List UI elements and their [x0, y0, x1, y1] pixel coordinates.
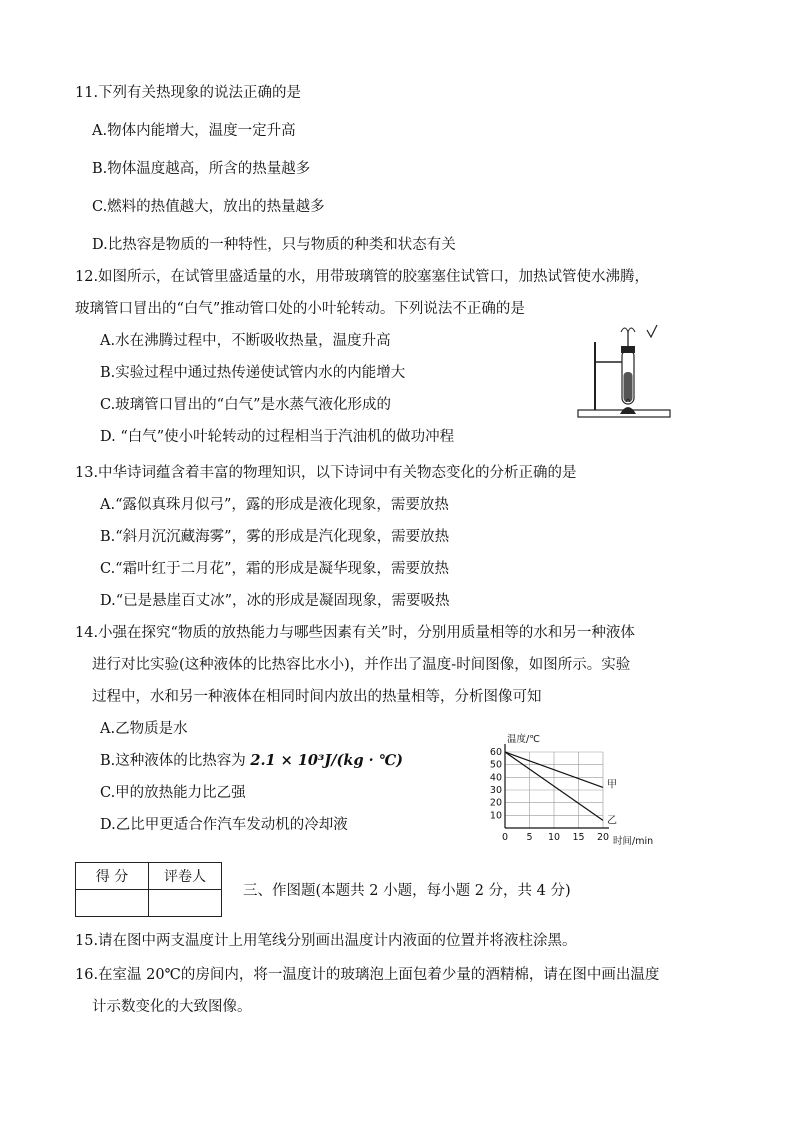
chart-y-tick-label: 10: [489, 810, 502, 822]
q12-stem-line1: 12.如图所示，在试管里盛适量的水，用带玻璃管的胶塞塞住试管口，加热试管使水沸腾，: [75, 269, 650, 285]
q13-option-a: A.“露似真珠月似弓”，露的形成是液化现象，需要放热: [100, 497, 449, 513]
chart-y-axis-label: 温度/℃: [507, 734, 540, 745]
section-3-title: 三、作图题(本题共 2 小题，每小题 2 分，共 4 分): [243, 883, 571, 899]
chart-x-tick-label: 0: [501, 832, 509, 843]
score-cell[interactable]: [76, 890, 149, 917]
q12-option-b: B.实验过程中通过热传递使试管内水的内能增大: [100, 365, 406, 381]
q11-stem: 11.下列有关热现象的说法正确的是: [75, 85, 302, 101]
chart-y-tick-label: 50: [489, 759, 502, 771]
chart-y-tick-label: 60: [489, 747, 502, 758]
chart-y-tick-label: 20: [489, 797, 502, 809]
q14-option-b: [100, 750, 403, 772]
q14-stem-line3: 过程中，水和另一种液体在相同时间内放出的热量相等，分析图像可知: [92, 689, 542, 705]
q14-option-b-formula: 2.1 × 10³J/(kg · ℃): [250, 752, 403, 769]
q11-option-d: D.比热容是物质的一种特性，只与物质的种类和状态有关: [92, 237, 456, 253]
chart-series-label-1: 甲: [607, 779, 617, 791]
q13-option-c: C.“霜叶红于二月花”，霜的形成是凝华现象，需要放热: [100, 561, 450, 577]
grader-header: 评卷人: [149, 863, 222, 890]
q13-option-d: D.“已是悬崖百丈冰”，冰的形成是凝固现象，需要吸热: [100, 593, 450, 609]
q14-option-a: A.乙物质是水: [100, 721, 188, 737]
q13-option-b: B.“斜月沉沉藏海雾”，雾的形成是汽化现象，需要放热: [100, 529, 450, 545]
q11-option-c: C.燃料的热值越大，放出的热量越多: [92, 199, 325, 215]
q12-option-a: A.水在沸腾过程中，不断吸收热量，温度升高: [100, 333, 391, 349]
score-header: 得 分: [76, 863, 149, 890]
score-box: [75, 862, 222, 917]
q12-option-d: D. “白气”使小叶轮转动的过程相当于汽油机的做功冲程: [100, 429, 455, 445]
chart-y-tick-label: 30: [489, 785, 502, 796]
q12-option-c: C.玻璃管口冒出的“白气”是水蒸气液化形成的: [100, 397, 392, 413]
q14-option-d: D.乙比甲更适合作汽车发动机的冷却液: [100, 817, 348, 833]
chart-x-tick-label: 10: [547, 832, 561, 843]
q13-stem: 13.中华诗词蕴含着丰富的物理知识，以下诗词中有关物态变化的分析正确的是: [75, 465, 577, 481]
chart-x-tick-label: 5: [526, 832, 533, 843]
q14-option-b-text: B.这种液体的比热容为: [100, 753, 251, 769]
chart-x-tick-label: 15: [572, 832, 585, 843]
q14-option-c: C.甲的放热能力比乙强: [100, 785, 246, 801]
q12-stem-line2: 玻璃管口冒出的“白气”推动管口处的小叶轮转动。下列说法不正确的是: [75, 301, 525, 317]
q14-stem-line2: 进行对比实验(这种液体的比热容比水小)，并作出了温度-时间图像，如图所示。实验: [92, 657, 631, 673]
chart-y-tick-label: 40: [489, 772, 502, 784]
chart-series-label-2: 乙: [607, 815, 617, 827]
test-tube-apparatus-figure: [575, 322, 690, 422]
q14-stem-line1: 14.小强在探究“物质的放热能力与哪些因素有关”时，分别用质量相等的水和另一种液体: [75, 625, 635, 641]
temperature-time-chart: [485, 728, 665, 850]
chart-x-axis-label: 时间/min: [613, 836, 654, 847]
grader-cell[interactable]: [149, 890, 222, 917]
q15-stem: 15.请在图中两支温度计上用笔线分别画出温度计内液面的位置并将液柱涂黑。: [75, 933, 577, 949]
chart-x-tick-label: 20: [596, 832, 610, 843]
q11-option-b: B.物体温度越高，所含的热量越多: [92, 161, 311, 177]
q16-stem-line1: 16.在室温 20℃的房间内，将一温度计的玻璃泡上面包着少量的酒精棉，请在图中画出温度: [75, 967, 660, 983]
q11-option-a: A.物体内能增大，温度一定升高: [92, 123, 296, 139]
q16-stem-line2: 计示数变化的大致图像。: [92, 999, 252, 1015]
